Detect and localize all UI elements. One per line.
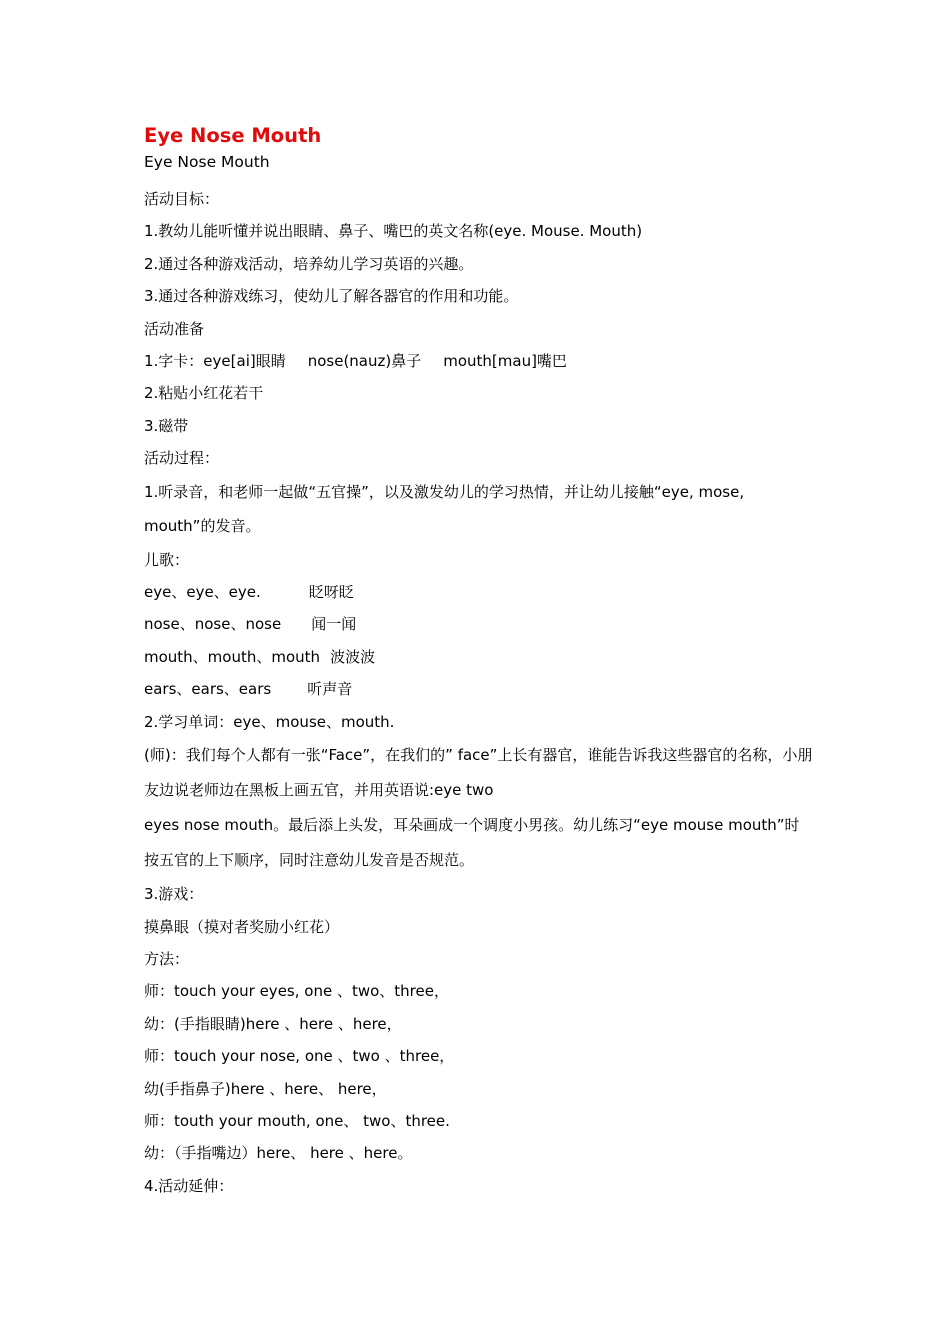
process-step-1: 1.听录音，和老师一起做“五官操”，以及激发幼儿的学习热情，并让幼儿接触“eye, mose, mouth”的发音。 xyxy=(144,482,745,536)
goal-item: 1.教幼儿能听懂并说出眼睛、鼻子、嘴巴的英文名称(eye. Mouse. Mouth) xyxy=(144,222,643,241)
dialogue-line: 幼(手指鼻子)here 、here、 here， xyxy=(144,1079,387,1098)
prep-item: 3.磁带 xyxy=(144,416,189,435)
process-heading: 活动过程： xyxy=(144,449,220,468)
document-subtitle: Eye Nose Mouth xyxy=(144,153,270,171)
song-line-zh: 闻一闻 xyxy=(311,615,357,634)
song-line-en: ears、ears、ears xyxy=(144,680,272,699)
song-line xyxy=(144,608,814,640)
dialogue-line: 幼：（手指嘴边）here、 here 、here。 xyxy=(144,1144,413,1163)
process-step-4: 4.活动延伸： xyxy=(144,1176,234,1195)
prep-item: 2.粘贴小红花若干 xyxy=(144,384,264,403)
process-step-2: 2.学习单词：eye、mouse、mouth. xyxy=(144,712,395,731)
prep-heading: 活动准备 xyxy=(144,319,205,338)
song-line xyxy=(144,641,814,673)
song-line-zh: 听声音 xyxy=(307,680,353,699)
prep-item-word-cards xyxy=(144,345,814,377)
goals-heading: 活动目标： xyxy=(144,190,220,208)
process-step-3: 3.游戏： xyxy=(144,885,204,904)
dialogue-line: 师：touth your mouth, one、 two、three. xyxy=(144,1111,450,1130)
song-line-en: nose、nose、nose xyxy=(144,615,282,634)
prep-card-eye: 1.字卡：eye[ai]眼睛 xyxy=(144,352,286,371)
prep-card-nose: nose(nauz)鼻子 xyxy=(307,352,422,371)
game-name: 摸鼻眼（摸对者奖励小红花） xyxy=(144,917,340,936)
prep-card-mouth: mouth[mau]嘴巴 xyxy=(443,352,567,371)
song-line-zh: 眨呀眨 xyxy=(308,583,354,602)
goal-item: 3.通过各种游戏练习，使幼儿了解各器官的作用和功能。 xyxy=(144,287,519,306)
document-title: Eye Nose Mouth xyxy=(144,124,322,147)
song-line xyxy=(144,673,814,705)
song-line xyxy=(144,576,814,608)
song-line-en: eye、eye、eye. xyxy=(144,583,261,602)
song-heading: 儿歌： xyxy=(144,550,190,569)
goal-item: 2.通过各种游戏活动，培养幼儿学习英语的兴趣。 xyxy=(144,254,474,273)
method-heading: 方法： xyxy=(144,949,190,968)
dialogue-line: 师：touch your eyes, one 、two、three， xyxy=(144,982,449,1001)
teacher-paragraph: (师)：我们每个人都有一张“Face”，在我们的” face”上长有器官，谁能告诉我这些器官的名称，小朋友边说老师边在黑板上画五官，并用英语说:eye two xyxy=(144,746,813,800)
document-body xyxy=(144,122,814,1202)
teacher-paragraph-continued: eyes nose mouth。最后添上头发，耳朵画成一个调度小男孩。幼儿练习“eye mouse mouth”时按五官的上下顺序，同时注意幼儿发音是否规范。 xyxy=(144,816,800,870)
song-line-en: mouth、mouth、mouth xyxy=(144,647,321,666)
dialogue-line: 幼：(手指眼睛)here 、here 、here， xyxy=(144,1014,402,1033)
dialogue-line: 师：touch your nose, one 、two 、three， xyxy=(144,1047,455,1066)
song-line-zh: 波波波 xyxy=(330,647,376,666)
